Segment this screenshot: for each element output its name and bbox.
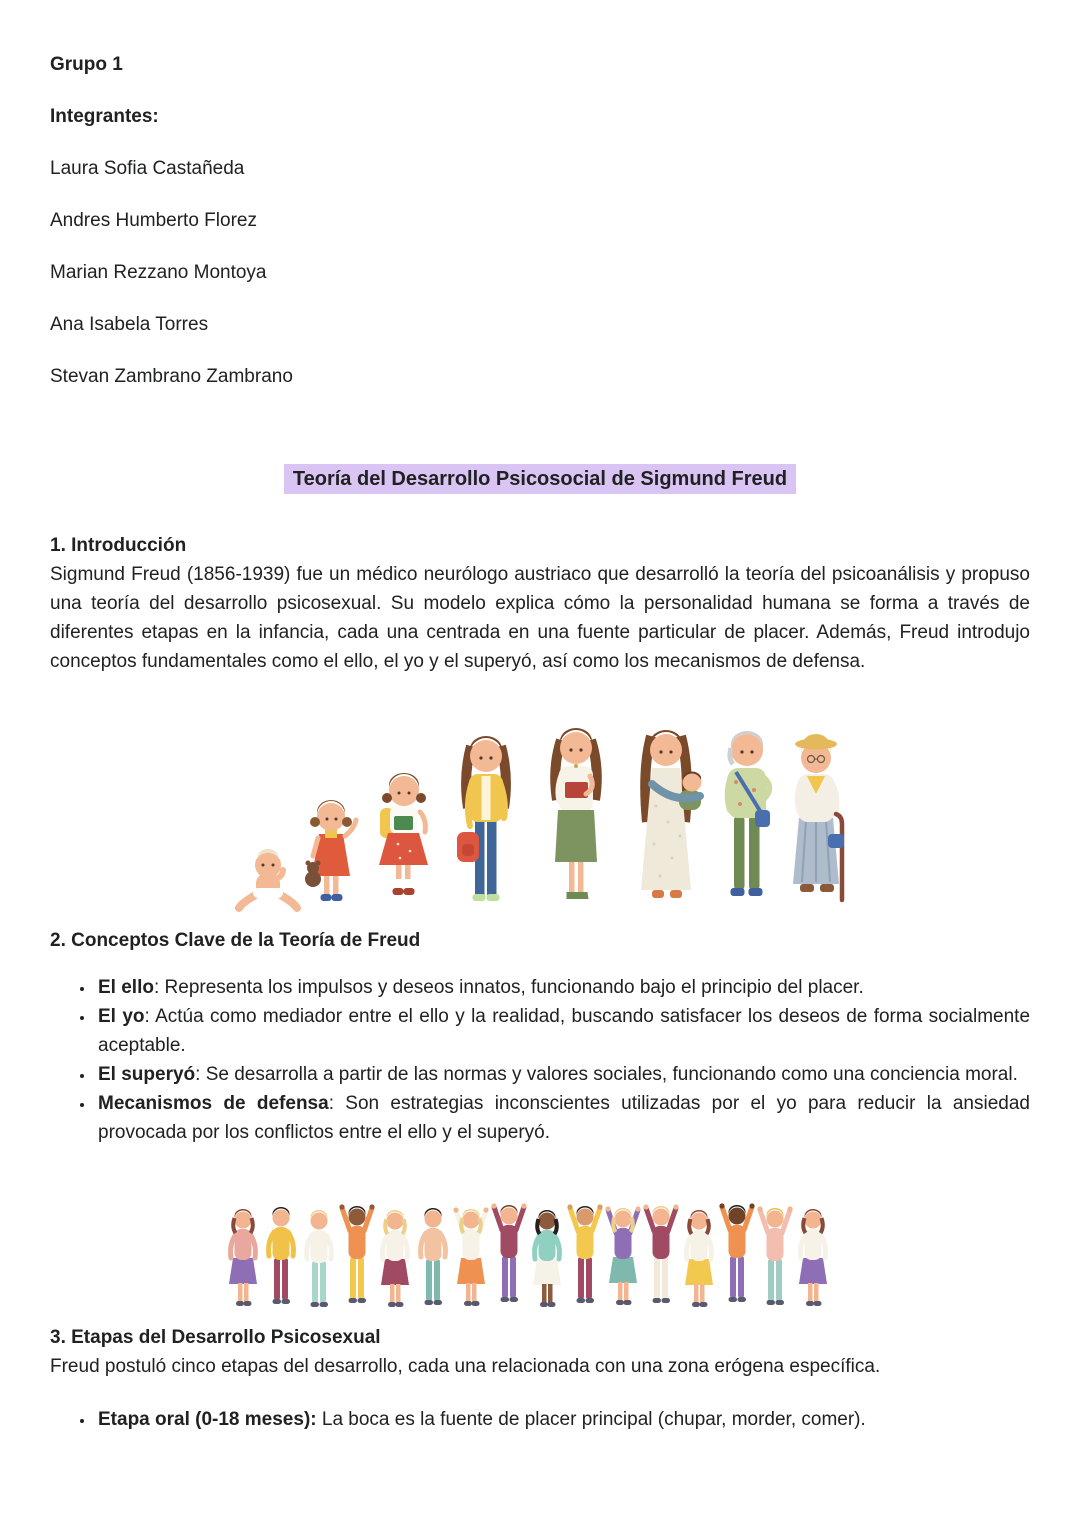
- member-name: Stevan Zambrano Zambrano: [50, 366, 293, 387]
- title-row: [50, 461, 1030, 498]
- concept-term: Mecanismos de defensa: [98, 1093, 329, 1114]
- concepts-list: [50, 973, 1030, 1147]
- members-label: Integrantes:: [50, 106, 159, 127]
- concept-text: : Actúa como mediador entre el ello y la realidad, buscando satisfacer los deseos de forma socialmente aceptable.: [98, 1006, 1031, 1056]
- group-figures: [229, 1203, 827, 1307]
- concept-text: : Son estrategias inconscientes utilizadas por el yo para reducir la ansiedad provocada por los conflictos entre el ello y el superyó.: [98, 1093, 1030, 1143]
- stages-list: [50, 1405, 1030, 1434]
- document-title: Teoría del Desarrollo Psicosocial de Sigmund Freud: [284, 464, 796, 494]
- section-introduction: [50, 531, 1030, 676]
- elderly-woman-figure: [793, 734, 844, 900]
- concept-item: [95, 973, 1030, 1002]
- group-people-illustration: [215, 1163, 865, 1313]
- group-label: Grupo 1: [50, 54, 123, 75]
- section-key-concepts: [50, 926, 1030, 1147]
- older-woman-figure: [728, 731, 770, 896]
- member-name: Laura Sofia Castañeda: [50, 158, 245, 179]
- stage-term: Etapa oral (0-18 meses):: [98, 1409, 317, 1430]
- concept-text: : Representa los impulsos y deseos innatos, funcionando bajo el principio del placer.: [153, 977, 864, 998]
- mother-with-baby-figure: [641, 730, 702, 898]
- stages-paragraph: Freud postuló cinco etapas del desarrollo, cada una relacionada con una zona erógena específica.: [50, 1356, 881, 1377]
- concept-item: [95, 1089, 1030, 1147]
- member-name: Ana Isabela Torres: [50, 314, 209, 335]
- member-name: Marian Rezzano Montoya: [50, 262, 267, 283]
- intro-paragraph: Sigmund Freud (1856-1939) fue un médico neurólogo austriaco que desarrolló la teoría del psicoanálisis y propuso una teoría del desarrollo psicosexual. Su modelo explica cómo la personalidad humana se forma a través de diferentes etapas en la infancia, cada una centrada en una fuente particular de placer. Además, Freud introdujo conceptos fundamentales como el ello, el yo y el superyó, así como los mecanismos de defensa.: [50, 564, 1030, 672]
- section-1-heading: 1. Introducción: [50, 535, 187, 556]
- baby-figure: [239, 849, 297, 908]
- concept-item: [95, 1002, 1030, 1060]
- young-woman-figure: [555, 728, 597, 899]
- concept-item: [95, 1060, 1030, 1089]
- concept-term: El superyó: [98, 1064, 196, 1085]
- teenager-figure: [457, 736, 506, 901]
- life-stages-illustration: [228, 686, 852, 918]
- concept-term: El ello: [98, 977, 154, 998]
- concept-text: : Se desarrolla a partir de las normas y valores sociales, funcionando como una conciencia moral.: [195, 1064, 1018, 1085]
- school-girl-figure: [379, 773, 428, 895]
- concept-term: El yo: [98, 1006, 145, 1027]
- section-stages: [50, 1323, 1030, 1434]
- stage-item: [95, 1405, 1030, 1434]
- section-3-heading: 3. Etapas del Desarrollo Psicosexual: [50, 1327, 381, 1348]
- stage-text: La boca es la fuente de placer principal (chupar, morder, comer).: [316, 1409, 866, 1430]
- toddler-figure: [305, 800, 356, 901]
- member-name: Andres Humberto Florez: [50, 210, 257, 231]
- section-2-heading: 2. Conceptos Clave de la Teoría de Freud: [50, 930, 421, 951]
